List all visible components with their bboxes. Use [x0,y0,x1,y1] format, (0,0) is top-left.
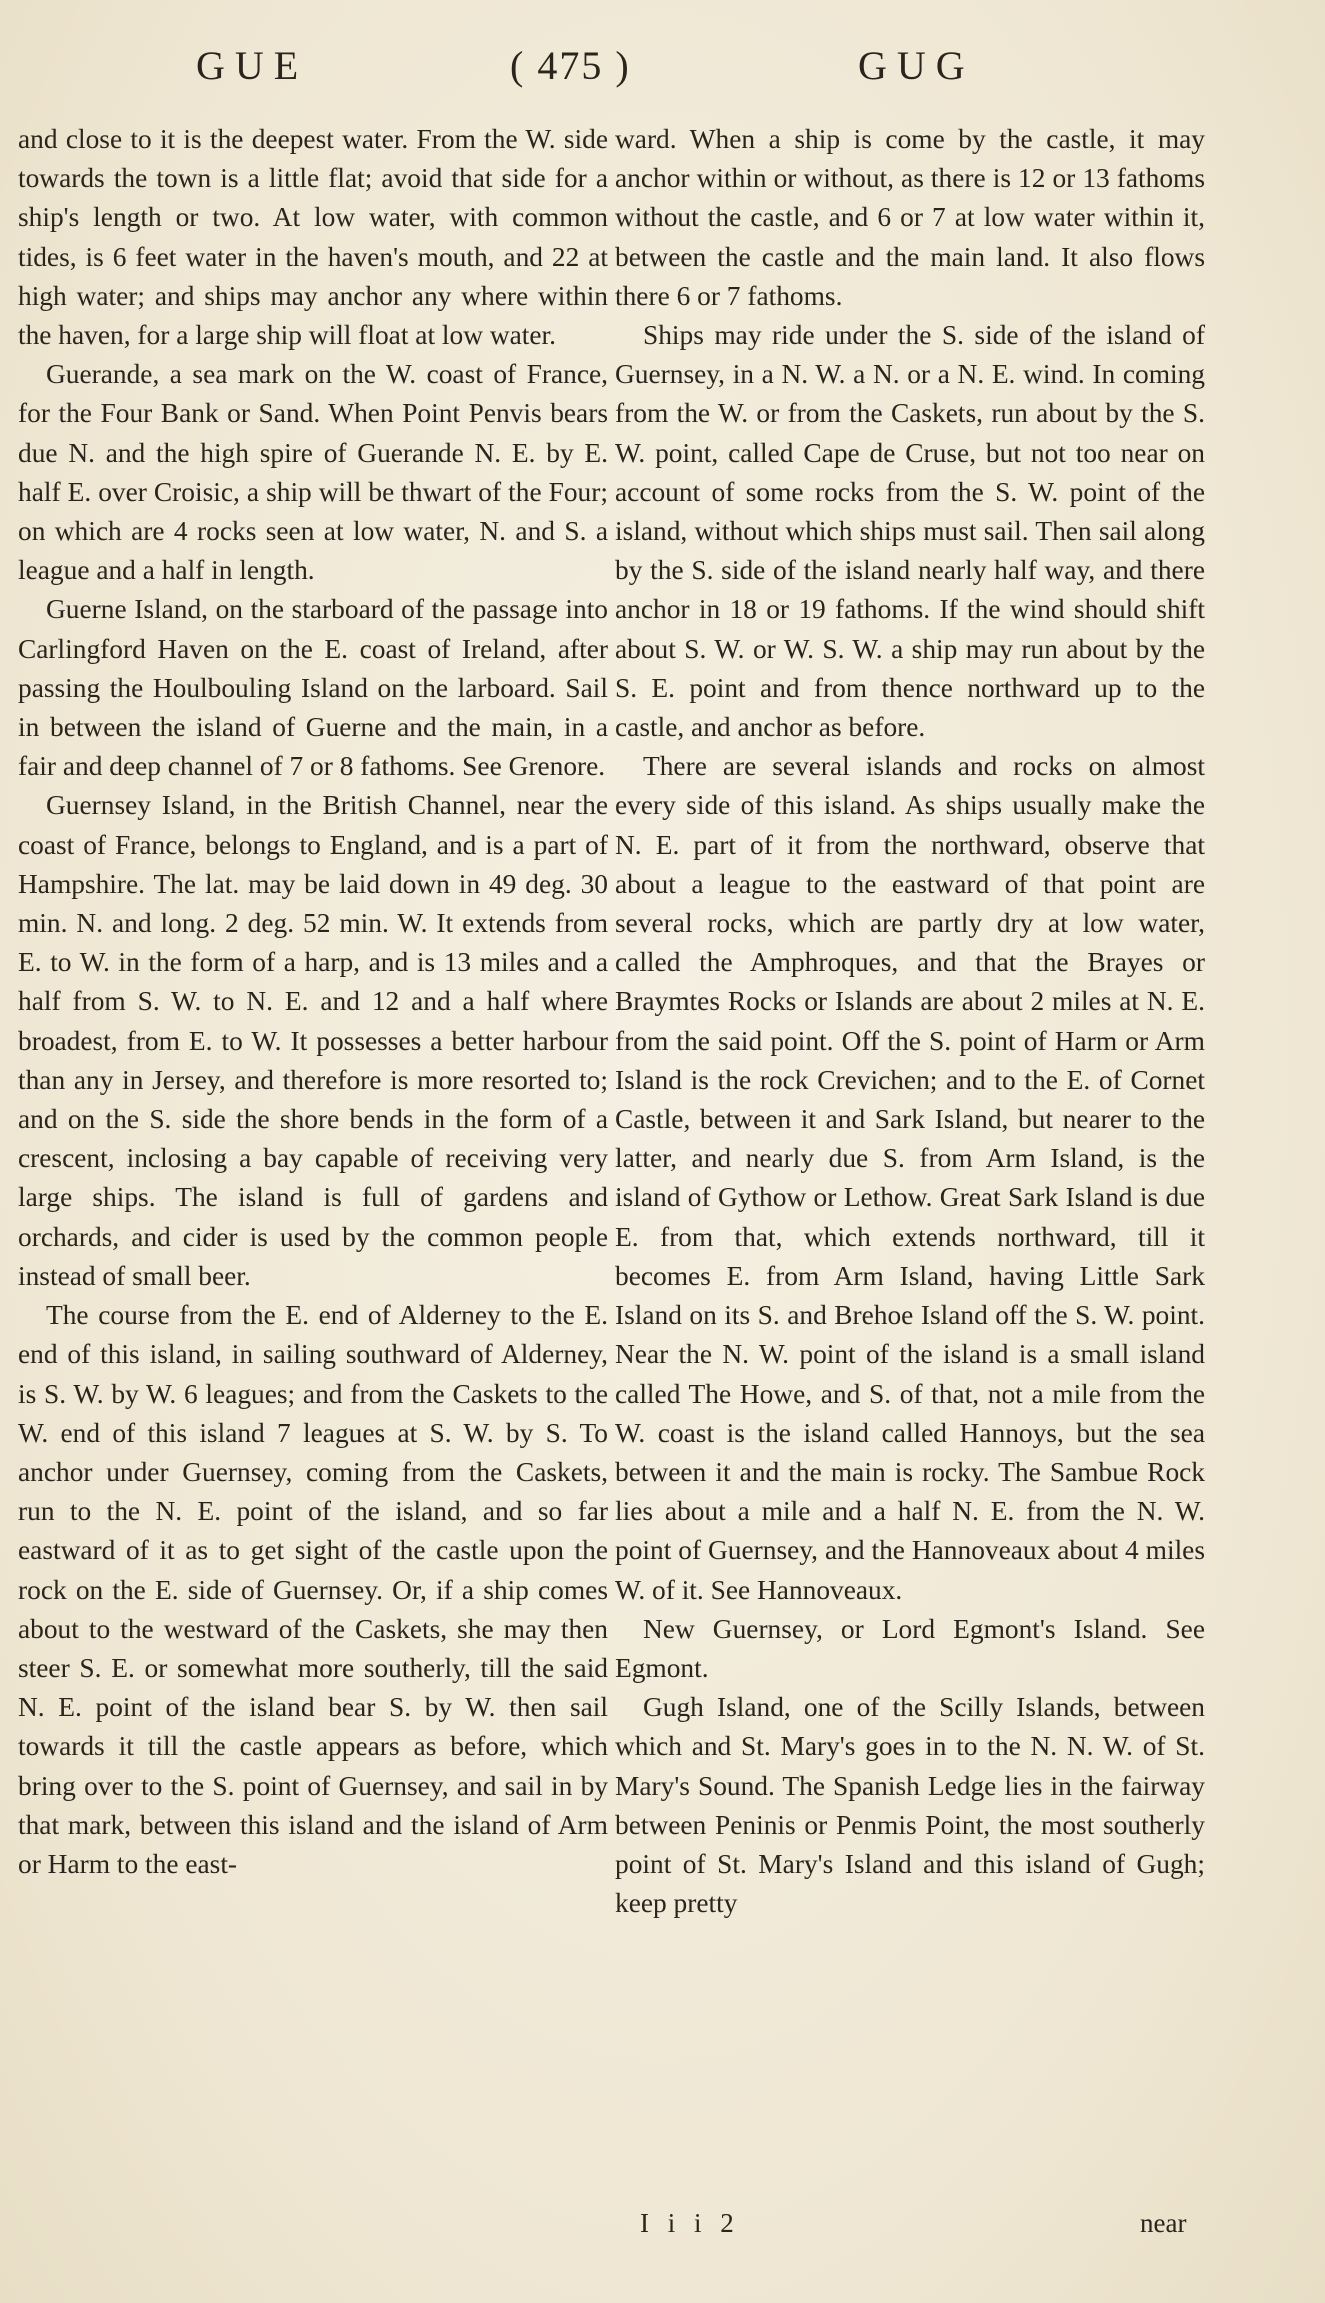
paragraph-guerne-island: Guerne Island, on the starboard of the passage into Carlingford Haven on the E. coast of Ireland, after passing the Houlbouling Island on the larboard. Sail in between the island of Guerne and the main, in a fair and deep channel of 7 or 8 fathoms. See Grenore. [18,594,608,782]
page-footer [0,2208,1325,2248]
paragraph-ships-may-ride: Ships may ride under the S. side of the island of Guernsey, in a N. W. a N. or a N. E. wind. In coming from the W. or from the Caskets, run about by the S. W. point, called Cape de Cruse, but not too near on account of some rocks from the S. W. point of the island, without which ships must sail. Then sail along by the S. side of the island nearly half way, and there anchor in 18 or 19 fathoms. If the wind should shift about S. W. or W. S. W. a ship may run about by the S. E. point and from thence northward up to the castle, and anchor as before. [615,320,1205,743]
paragraph: and close to it is the deepest water. From the W. side towards the town is a little flat; avoid that side for a ship's length or two. At low water, with common tides, is 6 feet water in the haven's mouth, and 22 at high water; and ships may anchor any where within the haven, for a large ship will float at low water. [18,124,608,351]
right-column [615,120,1205,1923]
catchword: near [1140,2208,1187,2238]
running-head [0,42,1325,102]
left-column [18,120,608,1884]
signature-mark: I i i 2 [640,2208,740,2238]
paragraph-course-from-alderney: The course from the E. end of Alderney to the E. end of this island, in sailing southward of Alderney, is S. W. by W. 6 leagues; and from the Caskets to the W. end of this island 7 leagues at S. W. by S. To anchor under Guernsey, coming from the Caskets, run to the N. E. point of the island, and so far eastward of it as to get sight of the castle upon the rock on the E. side of Guernsey. Or, if a ship comes about to the westward of the Caskets, she may then steer S. E. or somewhat more southerly, till the said N. E. point of the island bear S. by W. then sail towards it till the castle appears as before, which bring over to the S. point of Guernsey, and sail in by that mark, between this island and the island of Arm or Harm to the east- [18,1300,608,1879]
header-right-guideword: GUG [858,43,975,88]
paragraph-gugh-island: Gugh Island, one of the Scilly Islands, between which and St. Mary's goes in to the N. N. W. of St. Mary's Sound. The Spanish Ledge lies in the fairway between Peninis or Penmis Point, the most southerly point of St. Mary's Island and this island of Gugh; keep pretty [615,1692,1205,1919]
paragraph-islands-and-rocks: There are several islands and rocks on almost every side of this island. As ships usually make the N. E. part of it from the northward, observe that about a league to the eastward of that point are several rocks, which are partly dry at low water, called the Amphroques, and that the Brayes or Braymtes Rocks or Islands are about 2 miles at N. E. from the said point. Off the S. point of Harm or Arm Island is the rock Crevichen; and to the E. of Cornet Castle, between it and Sark Island, but nearer to the latter, and nearly due S. from Arm Island, is the island of Gythow or Lethow. Great Sark Island is due E. from that, which extends northward, till it becomes E. from Arm Island, having Little Sark Island on its S. and Brehoe Island off the S. W. point. Near the N. W. point of the island is a small island called The Howe, and S. of that, not a mile from the W. coast is the island called Hannoys, but the sea between it and the main is rocky. The Sambue Rock lies about a mile and a half N. E. from the N. W. point of Guernsey, and the Hannoveaux about 4 miles W. of it. See Hannoveaux. [615,751,1205,1605]
paragraph-guerande: Guerande, a sea mark on the W. coast of France, for the Four Bank or Sand. When Point Penvis bears due N. and the high spire of Guerande N. E. by E. half E. over Croisic, a ship will be thwart of the Four; on which are 4 rocks seen at low water, N. and S. a league and a half in length. [18,359,608,586]
paragraph-new-guernsey: New Guernsey, or Lord Egmont's Island. See Egmont. [615,1613,1205,1683]
paragraph: ward. When a ship is come by the castle, it may anchor within or without, as there is 12 or 13 fathoms without the castle, and 6 or 7 at low water within it, between the castle and the main land. It also flows there 6 or 7 fathoms. [615,124,1205,311]
header-left-guideword: GUE [196,43,309,88]
page-number: ( 475 ) [510,43,631,88]
paragraph-guernsey-island: Guernsey Island, in the British Channel, near the coast of France, belongs to England, and is a part of Hampshire. The lat. may be laid down in 49 deg. 30 min. N. and long. 2 deg. 52 min. W. It extends from E. to W. in the form of a harp, and is 13 miles and a half from S. W. to N. E. and 12 and a half where broadest, from E. to W. It possesses a better harbour than any in Jersey, and therefore is more resorted to; and on the S. side the shore bends in the form of a crescent, inclosing a bay capable of receiving very large ships. The island is full of gardens and orchards, and cider is used by the common people instead of small beer. [18,790,608,1291]
